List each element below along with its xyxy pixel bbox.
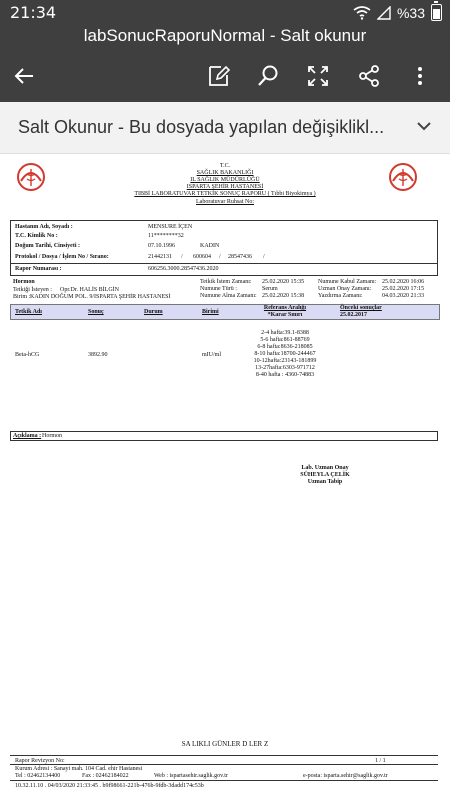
revision-no: Rapor Revizyon No:	[15, 758, 65, 764]
ref-range-4: 10-12hafta:23143-181899	[253, 358, 317, 364]
institution-address: Kurum Adresi : Sanayi mah. 104 Cad. ehir Hastanesi	[15, 766, 143, 772]
col-status: Durum	[144, 309, 163, 315]
signature-role: Uzman Tabip	[307, 479, 343, 485]
page-number: 1 / 1	[375, 758, 386, 764]
status-icons	[353, 4, 442, 21]
header-directorate: IL SAĞLIK MÜDÜRLÜĞÜ	[190, 177, 260, 183]
unit: KADIN DOĞUM POL. 9/ISPARTA ŞEHİR HASTANESİ	[30, 294, 171, 300]
battery-icon	[431, 4, 442, 21]
requester-label: Tetkiği İsteyen :	[13, 287, 52, 293]
signal-icon	[377, 6, 391, 20]
wifi-icon	[353, 6, 371, 20]
col-decision: *Karar Sınırı	[267, 312, 303, 318]
tc-label: T.C. Kimlik No :	[15, 233, 58, 239]
status-bar	[0, 0, 450, 26]
print-label: Yazdırma Zamanı:	[318, 293, 363, 299]
test-result: 3892.90	[88, 352, 108, 358]
app-title: labSonucRaporuNormal - Salt okunur	[0, 26, 450, 50]
ref-range-0: 2-4 hafta:39.1-8388	[261, 330, 309, 336]
note-value: Hormon	[42, 433, 62, 439]
gender: KADIN	[200, 243, 220, 249]
unit-label: Birim :	[13, 294, 31, 300]
fax: Fax : 02462184022	[82, 773, 129, 779]
protocol-no: 21442131	[148, 254, 172, 260]
istem-label: Tetkik İstem Zamanı:	[200, 279, 252, 285]
section-title: Hormon	[13, 279, 35, 285]
ref-range-3: 8-10 hafta:18700-244467	[254, 351, 316, 357]
clock: 21:34	[10, 3, 57, 22]
file-no: 600604	[193, 254, 211, 260]
note-label: Açıklama :	[13, 433, 42, 439]
col-test: Tetkik Adı	[15, 309, 42, 315]
fullscreen-icon[interactable]	[302, 60, 334, 92]
patient-name-label: Hastanın Adı, Soyadı :	[15, 224, 73, 230]
signature-name: SÜHEYLA ÇELİK	[300, 472, 350, 478]
onay-time: 25.02.2020 17:15	[382, 286, 425, 292]
ministry-logo-icon	[16, 162, 46, 192]
more-vert-icon[interactable]	[404, 60, 436, 92]
kabul-label: Numune Kabul Zamanı:	[318, 279, 377, 285]
read-only-message: Salt Okunur - Bu dosyada yapılan değişiklikl...	[18, 117, 385, 137]
test-name: Beta-hCG	[15, 352, 40, 358]
patient-name: MENSURE İÇEN	[148, 224, 193, 230]
col-ref: Referans Aralığı	[263, 305, 307, 311]
header-hospital: ISPARTA ŞEHİR HASTANESİ	[186, 184, 264, 190]
test-unit: mIU/ml	[202, 352, 221, 358]
alma-label: Numune Alma Zamanı:	[200, 293, 257, 299]
toolbar	[0, 50, 450, 102]
process-no: 28547436	[228, 254, 252, 260]
col-result: Sonuç	[88, 309, 104, 315]
requester: Opr.Dr. HALİS BİLGİN	[60, 287, 119, 293]
hospital-logo-icon	[388, 162, 418, 192]
lab-report-document[interactable]: T.C. SAĞLIK BAKANLIĞI IL SAĞLIK MÜDÜRLÜĞÜ ISPARTA ŞEHİR HASTANESİ TIBBİ LABORATUVAR TETKİK SONUÇ RAPORU ( Tıbbi Biyokimya ) Laboratuvar Ruhsat No: Hastanın Adı, Soyadı : MENSURE İÇEN T.C. Kimlik No : 11********32 Doğum Tarihi, Cinsiyeti : 07.10.1996 KADIN Protokol / Dosya / İşlem No / Sırano: 21442131 / 600604 / 28547436 / Rapor Numarası : 606256.3000.28547436.2020 Hormon Tetkiği İsteyen : Opr.Dr. HALİS BİLGİN Birim : KADIN DOĞUM POL. 9/ISPARTA ŞEHİR HASTANESİ Tetkik İstem Zamanı: 25.02.2020 15:35 Numune Türü : Serum Numune Alma Zamanı: 25.02.2020 15:38 Numune Kabul Zamanı: 25.02.2020 16:06 Uzman Onay Zamanı: 25.02.2020 17:15 Yazdırma Zamanı: 04.03.2020 21:33 Tetkik Adı Sonuç Durum Birimi Referans Aralığı *Karar Sınırı Önceki sonuçlar 25.02.2017 Beta-hCG 3892.90 mIU/ml 2-4 hafta:39.1-8388 5-6 hafta:861-88769 6-8 hafta:8636-218085 8-10 hafta:18700-244467 10-12hafta:23143-181899 13-27hafta:6303-971712 8-40 hafta : 4360-74883 Açıklama : Hormon Lab. Uzman Onay SÜHEYLA ÇELİK Uzman Tabip SA LIKLI GÜNLER D LER Z Rapor Revizyon No: 1 / 1 Kurum Adresi : Sanayi mah. 104 Cad. ehir Hastanesi Tel : 02462134400 Fax : 02462184022 Web : ispartasehir.saglik.gov.tr e-posta: isparta.sehir@saglik.gov.tr 10.32.11.10 . 04/03/2020 21:33:45 . b9f98661-221b-476b-9fdb-3dadd174c53b	[10, 158, 440, 800]
closing-wish: SA LIKLI GÜNLER D LER Z	[181, 740, 269, 748]
back-arrow-icon[interactable]	[8, 60, 40, 92]
print-trace: 10.32.11.10 . 04/03/2020 21:33:45 . b9f98661-221b-476b-9fdb-3dadd174c53b	[15, 783, 204, 789]
phone: Tel : 02462134400	[15, 773, 61, 779]
email-link[interactable]: e-posta: isparta.sehir@saglik.gov.tr	[303, 773, 388, 779]
col-previous: Önceki sonuçlar	[340, 305, 382, 311]
signature-title: Lab. Uzman Onay	[301, 465, 349, 471]
header-license: Laboratuvar Ruhsat No:	[196, 199, 254, 205]
ref-range-6: 8-40 hafta : 4360-74883	[255, 372, 315, 378]
col-unit: Birimi	[202, 309, 219, 315]
tc-value: 11********32	[148, 233, 184, 239]
sample-type-label: Numune Türü :	[200, 286, 237, 292]
ref-range-1: 5-6 hafta:861-88769	[260, 337, 310, 343]
search-icon[interactable]	[252, 60, 284, 92]
kabul-time: 25.02.2020 16:06	[382, 279, 425, 285]
header-report-title: TIBBİ LABORATUVAR TETKİK SONUÇ RAPORU ( Tıbbi Biyokimya )	[134, 191, 316, 197]
sample-type: Serum	[262, 286, 278, 292]
istem-time: 25.02.2020 15:35	[262, 279, 305, 285]
read-only-banner[interactable]	[0, 102, 450, 154]
ref-range-2: 6-8 hafta:8636-218085	[257, 344, 313, 350]
battery-percent: %33	[396, 4, 425, 21]
header-tc: T.C.	[219, 163, 231, 169]
alma-time: 25.02.2020 15:38	[262, 293, 305, 299]
share-icon[interactable]	[353, 60, 385, 92]
protocol-label: Protokol / Dosya / İşlem No / Sırano:	[15, 254, 109, 260]
onay-label: Uzman Onay Zamanı:	[318, 286, 372, 292]
print-time: 04.03.2020 21:33	[382, 293, 425, 299]
report-no: 606256.3000.28547436.2020	[148, 266, 219, 272]
note-box	[10, 431, 438, 441]
birth-date: 07.10.1996	[148, 243, 175, 249]
edit-pencil-icon[interactable]	[203, 60, 235, 92]
birth-label: Doğum Tarihi, Cinsiyeti :	[15, 243, 81, 249]
report-no-label: Rapor Numarası :	[15, 266, 62, 272]
chevron-down-icon[interactable]	[414, 116, 434, 141]
website-link[interactable]: Web : ispartasehir.saglik.gov.tr	[154, 773, 228, 779]
col-previous-date: 25.02.2017	[340, 312, 367, 318]
header-ministry: SAĞLIK BAKANLIĞI	[196, 170, 254, 176]
ref-range-5: 13-27hafta:6303-971712	[255, 365, 315, 371]
